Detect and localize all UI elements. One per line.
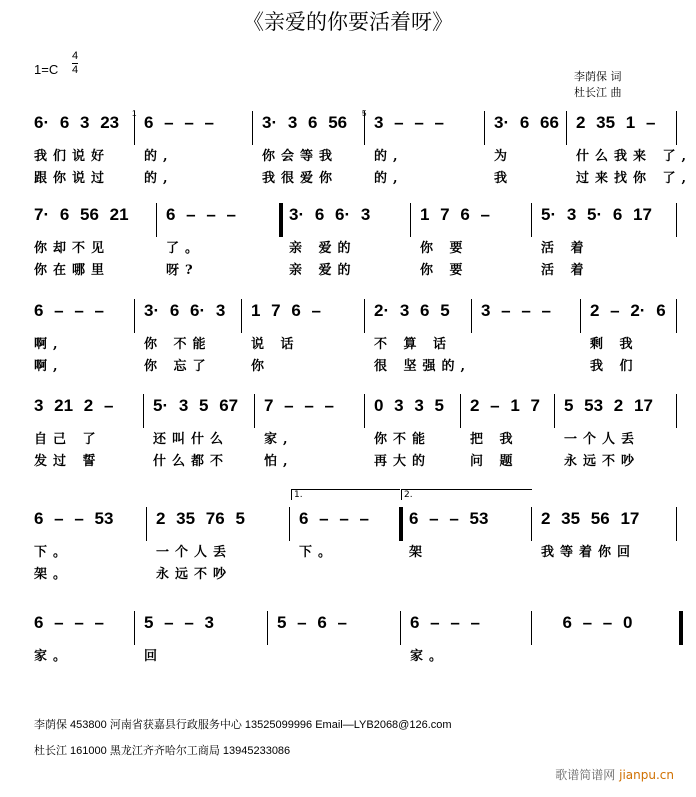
time-signature xyxy=(72,50,78,77)
lyric-verse-1: 回 xyxy=(144,649,164,664)
lyric-verse-1: 架 xyxy=(409,545,429,560)
lyric-verse-2: 你 要 xyxy=(420,263,469,278)
lyric-verse-1: 一个人丢 xyxy=(156,545,233,560)
lyric-verse-2: 过来找你 了, xyxy=(576,171,693,186)
lyric-verse-1: 你 不能 xyxy=(144,337,212,352)
lyric-verse-1: 家。 xyxy=(34,649,73,664)
notes: 3· 3 6 56 xyxy=(262,113,348,132)
notes: 6 – – – xyxy=(410,613,480,632)
lyric-verse-1: 的, xyxy=(144,149,174,164)
staff-row xyxy=(0,301,696,393)
lyric-verse-2: 的, xyxy=(144,171,174,186)
lyric-verse-2: 发过 誓 xyxy=(34,454,102,469)
lyric-verse-2: 问 题 xyxy=(470,454,519,469)
notes: 1 7 6 – xyxy=(420,205,490,224)
notes: 6 – – 53 xyxy=(34,509,114,528)
lyric-verse-2: 我 xyxy=(494,171,514,186)
barline xyxy=(531,203,532,237)
notes: 2 – 1 7 xyxy=(470,396,540,415)
notes: 3· 6 6· 3 xyxy=(144,301,226,320)
lyricist-credit: 李荫保 词 xyxy=(574,70,622,83)
watermark-en: jianpu.cn xyxy=(619,768,674,782)
barline xyxy=(400,611,401,645)
lyric-verse-2: 活 着 xyxy=(541,263,590,278)
lyric-verse-1: 你不能 xyxy=(374,432,432,447)
barline xyxy=(676,394,677,428)
notes: 3· 6 66 xyxy=(494,113,559,132)
lyric-verse-1: 剩 我 xyxy=(590,337,639,352)
volta-bracket: 1. xyxy=(291,489,400,500)
grace-note: 1 xyxy=(132,109,137,118)
barline xyxy=(252,111,253,145)
notes: 5· 3 5· 6 17 xyxy=(541,205,652,224)
lyric-verse-2: 我 们 xyxy=(590,359,639,374)
lyric-verse-1: 说 话 xyxy=(251,337,300,352)
lyric-verse-1: 活 着 xyxy=(541,241,590,256)
barline xyxy=(146,507,147,541)
barline xyxy=(471,299,472,333)
notes: 2· 3 6 5 xyxy=(374,301,450,320)
barline xyxy=(679,611,683,645)
staff-row xyxy=(0,109,696,205)
lyric-verse-1: 下。 xyxy=(299,545,338,560)
notes: 6 – – – xyxy=(166,205,236,224)
staff-row xyxy=(0,613,696,705)
notes: 2 35 1 – xyxy=(576,113,656,132)
notes: 1 7 6 – xyxy=(251,301,321,320)
notes: 2 – 2· 6 xyxy=(590,301,666,320)
lyric-verse-2: 呀? xyxy=(166,263,199,278)
lyric-verse-1: 不 算 话 xyxy=(374,337,453,352)
lyric-verse-1: 还叫什么 xyxy=(153,432,230,447)
barline xyxy=(460,394,461,428)
lyric-verse-1: 你却不见 xyxy=(34,241,111,256)
notes: 6 – – 0 xyxy=(541,613,633,632)
lyric-verse-1: 你会等我 xyxy=(262,149,339,164)
lyric-verse-1: 为 xyxy=(494,149,514,164)
barline xyxy=(531,507,532,541)
lyric-verse-1: 一个人丢 xyxy=(564,432,641,447)
notes: 7· 6 56 21 xyxy=(34,205,129,224)
lyric-verse-2: 架。 xyxy=(34,567,73,582)
notes: 0 3 3 5 xyxy=(374,396,444,415)
lyric-verse-2: 跟你说过 xyxy=(34,171,111,186)
barline xyxy=(410,203,411,237)
notes: 3 21 2 – xyxy=(34,396,114,415)
notes: 2 35 76 5 xyxy=(156,509,245,528)
composer-credit: 杜长江 曲 xyxy=(574,86,622,99)
staff-row xyxy=(0,205,696,297)
barline xyxy=(279,203,283,237)
time-top: 4 xyxy=(72,50,79,62)
lyric-verse-2: 永远不吵 xyxy=(564,454,641,469)
notes: 5· 3 5 67 xyxy=(153,396,239,415)
lyric-verse-1: 把 我 xyxy=(470,432,519,447)
notes: 7 – – – xyxy=(264,396,334,415)
barline xyxy=(134,299,135,333)
lyric-verse-2: 你 忘了 xyxy=(144,359,212,374)
key-signature: 1=C xyxy=(34,62,59,77)
barline xyxy=(364,299,365,333)
barline xyxy=(254,394,255,428)
lyric-verse-1: 家。 xyxy=(410,649,449,664)
barline xyxy=(531,611,532,645)
notes: 6 – – – xyxy=(34,613,104,632)
notes: 3 – – – xyxy=(481,301,551,320)
barline xyxy=(554,394,555,428)
lyric-verse-2: 我很爱你 xyxy=(262,171,339,186)
barline xyxy=(134,611,135,645)
barline xyxy=(676,111,677,145)
notes: 6 – – – xyxy=(34,301,104,320)
barline xyxy=(676,507,677,541)
watermark-cn: 歌谱简谱网 xyxy=(555,768,616,782)
notes: 2 35 56 17 xyxy=(541,509,640,528)
barline xyxy=(364,394,365,428)
lyric-verse-1: 我们说好 xyxy=(34,149,111,164)
barline xyxy=(267,611,268,645)
volta-bracket: 2. xyxy=(401,489,532,500)
lyric-verse-2: 你在哪里 xyxy=(34,263,111,278)
notes: 5 53 2 17 xyxy=(564,396,653,415)
barline xyxy=(143,394,144,428)
lyric-verse-1: 你 要 xyxy=(420,241,469,256)
lyric-verse-1: 下。 xyxy=(34,545,73,560)
notes: 3· 6 6· 3 xyxy=(289,205,371,224)
watermark xyxy=(555,766,674,783)
staff-row xyxy=(0,396,696,488)
barline xyxy=(676,299,677,333)
lyric-verse-1: 亲 爱的 xyxy=(289,241,357,256)
lyric-verse-2: 的, xyxy=(374,171,404,186)
barline xyxy=(676,203,677,237)
song-title: 《亲爱的你要活着呀》 xyxy=(243,10,453,34)
notes: 6 – – – xyxy=(144,113,214,132)
lyric-verse-2: 你 xyxy=(251,359,271,374)
lyric-verse-2: 亲 爱的 xyxy=(289,263,357,278)
barline xyxy=(566,111,567,145)
contact-composer: 杜长江 161000 黑龙江齐齐哈尔工商局 13945233086 xyxy=(34,745,291,757)
notes: 6 – – – xyxy=(299,509,369,528)
barline xyxy=(156,203,157,237)
lyric-verse-2: 什么都不 xyxy=(153,454,230,469)
notes: 6 – – 53 xyxy=(409,509,489,528)
time-bottom: 4 xyxy=(72,64,79,76)
lyric-verse-1: 家, xyxy=(264,432,294,447)
barline xyxy=(241,299,242,333)
barline xyxy=(484,111,485,145)
barline xyxy=(399,507,403,541)
lyric-verse-1: 什么我来 了, xyxy=(576,149,693,164)
lyric-verse-1: 了。 xyxy=(166,241,205,256)
lyric-verse-1: 自己 了 xyxy=(34,432,102,447)
barline xyxy=(580,299,581,333)
lyric-verse-2: 很 坚强的, xyxy=(374,359,472,374)
lyric-verse-2: 啊, xyxy=(34,359,64,374)
lyric-verse-2: 再大的 xyxy=(374,454,432,469)
notes: 3 – – – xyxy=(374,113,444,132)
grace-note: 5 xyxy=(362,109,367,118)
lyric-verse-1: 啊, xyxy=(34,337,64,352)
notes: 6· 6 3 23 xyxy=(34,113,120,132)
contact-lyricist: 李荫保 453800 河南省获嘉县行政服务中心 13525099996 Email—LYB2068@126.com xyxy=(34,719,452,731)
lyric-verse-2: 怕, xyxy=(264,454,294,469)
barline xyxy=(289,507,290,541)
lyric-verse-1: 的, xyxy=(374,149,404,164)
notes: 5 – 6 – xyxy=(277,613,347,632)
lyric-verse-2: 永远不吵 xyxy=(156,567,233,582)
staff-row xyxy=(0,490,696,601)
notes: 5 – – 3 xyxy=(144,613,214,632)
lyric-verse-1: 我等着你回 xyxy=(541,545,637,560)
